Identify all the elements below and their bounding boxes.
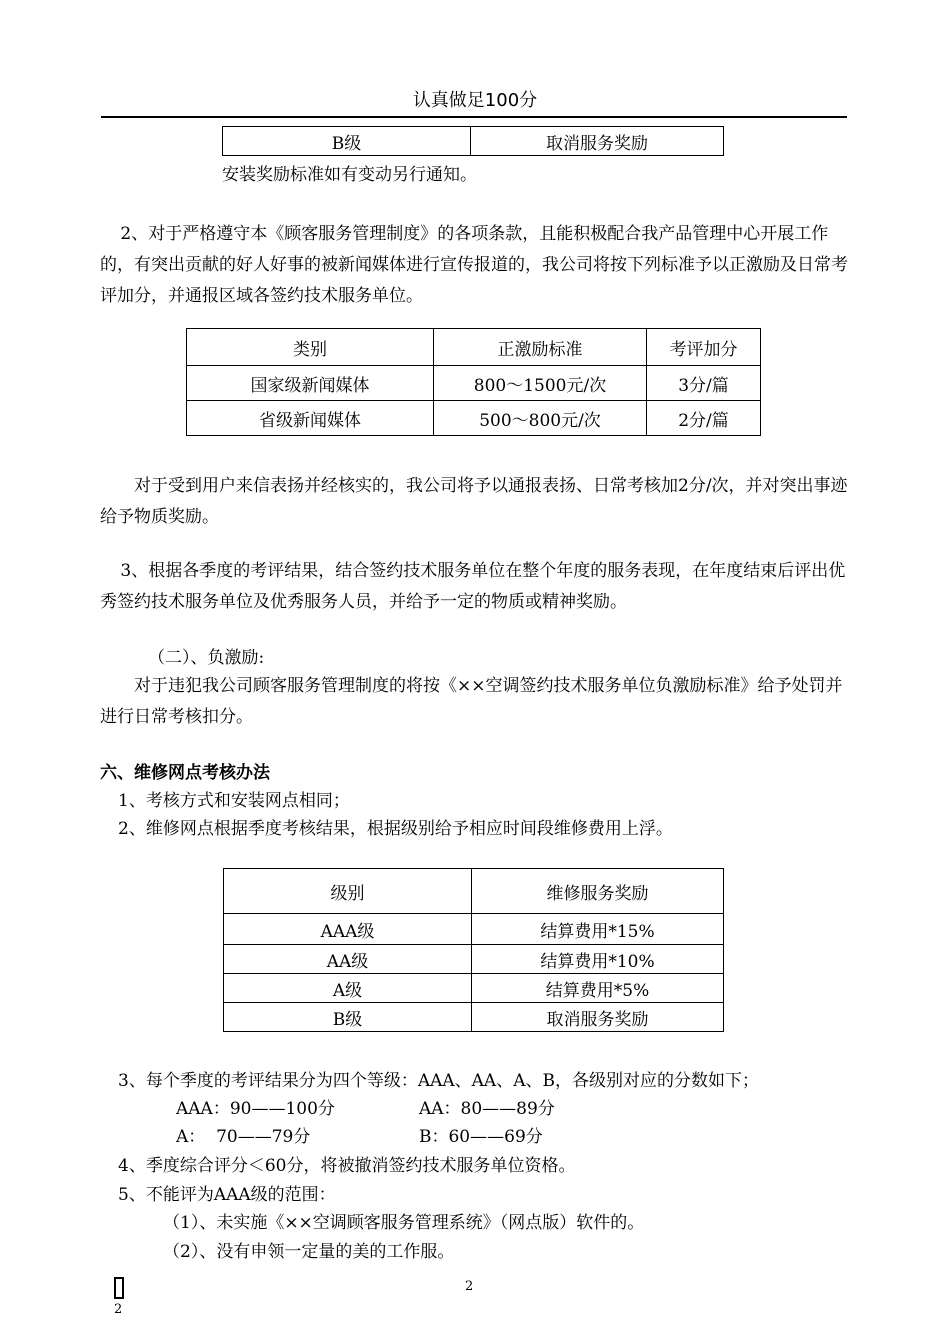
table-cell: 结算费用*5%: [472, 974, 724, 1003]
section-6-item-2: 2、维修网点根据季度考核结果，根据级别给予相应时间段维修费用上浮。: [118, 819, 673, 839]
table-cell: 国家级新闻媒体: [187, 366, 434, 401]
grade-b-table: [222, 126, 724, 156]
grade-cell: B级: [223, 127, 471, 156]
table-cell: 800～1500元/次: [434, 366, 647, 401]
item-3: 3、每个季度的考评结果分为四个等级：AAA、AA、A、B，各级别对应的分数如下；: [118, 1071, 759, 1091]
page-header-title: 认真做足100分: [412, 90, 538, 111]
table-cell: 2分/篇: [647, 401, 761, 436]
item-5: 5、不能评为AAA级的范围：: [118, 1185, 336, 1205]
table-cell: 结算费用*10%: [472, 945, 724, 974]
negative-title: （二）、负激励:: [148, 648, 265, 668]
item-4: 4、季度综合评分＜60分，将被撤消签约技术服务单位资格。: [118, 1156, 576, 1176]
table-header: 类别: [187, 329, 434, 366]
score-aaa: AAA：90——100分: [176, 1099, 335, 1119]
media-reward-table: [186, 328, 761, 436]
table-cell: AAA级: [224, 914, 472, 945]
table-header: 正激励标准: [434, 329, 647, 366]
score-b: B：60——69分: [419, 1127, 543, 1147]
table-cell: B级: [224, 1003, 472, 1032]
reward-cell: 取消服务奖励: [471, 127, 724, 156]
table-cell: 取消服务奖励: [472, 1003, 724, 1032]
paragraph-3: 3、根据各季度的考评结果，结合签约技术服务单位在整个年度的服务表现，在年度结束后评出优秀签约技术服务单位及优秀服务人员，并给予一定的物质或精神奖励。: [100, 561, 846, 612]
item-5-sub-2: （2）、没有申领一定量的美的工作服。: [163, 1242, 455, 1262]
table-cell: 500～800元/次: [434, 401, 647, 436]
negative-text: 对于违犯我公司顾客服务管理制度的将按《××空调签约技术服务单位负激励标准》给予处罚并进行日常考核扣分。: [100, 676, 843, 727]
table-cell: 结算费用*15%: [472, 914, 724, 945]
repair-reward-table: [223, 868, 724, 1032]
table-cell: 省级新闻媒体: [187, 401, 434, 436]
header-rule: [101, 116, 847, 118]
install-note: 安装奖励标准如有变动另行通知。: [222, 165, 477, 185]
section-6-title: 六、维修网点考核办法: [100, 763, 270, 783]
table-header: 级别: [224, 869, 472, 914]
table-cell: AA级: [224, 945, 472, 974]
table-cell: 3分/篇: [647, 366, 761, 401]
table-cell: A级: [224, 974, 472, 1003]
page-number-left: 2: [114, 1302, 123, 1317]
paragraph-letters: 对于受到用户来信表扬并经核实的，我公司将予以通报表扬、日常考核加2分/次，并对突出事迹给予物质奖励。: [100, 476, 848, 527]
score-aa: AA：80——89分: [419, 1099, 555, 1119]
item-5-sub-1: （1）、未实施《××空调顾客服务管理系统》（网点版）软件的。: [163, 1213, 645, 1233]
table-header: 考评加分: [647, 329, 761, 366]
table-header: 维修服务奖励: [472, 869, 724, 914]
bookmark-icon: [114, 1277, 124, 1299]
paragraph-2: 2、对于严格遵守本《顾客服务管理制度》的各项条款，且能积极配合我产品管理中心开展工作的，有突出贡献的好人好事的被新闻媒体进行宣传报道的，我公司将按下列标准予以正激励及日常考评加分，并通报区域各签约技术服务单位。: [100, 224, 848, 306]
section-6-item-1: 1、考核方式和安装网点相同；: [118, 791, 350, 811]
page-number: 2: [465, 1279, 474, 1294]
score-a: A： 70——79分: [176, 1127, 311, 1147]
